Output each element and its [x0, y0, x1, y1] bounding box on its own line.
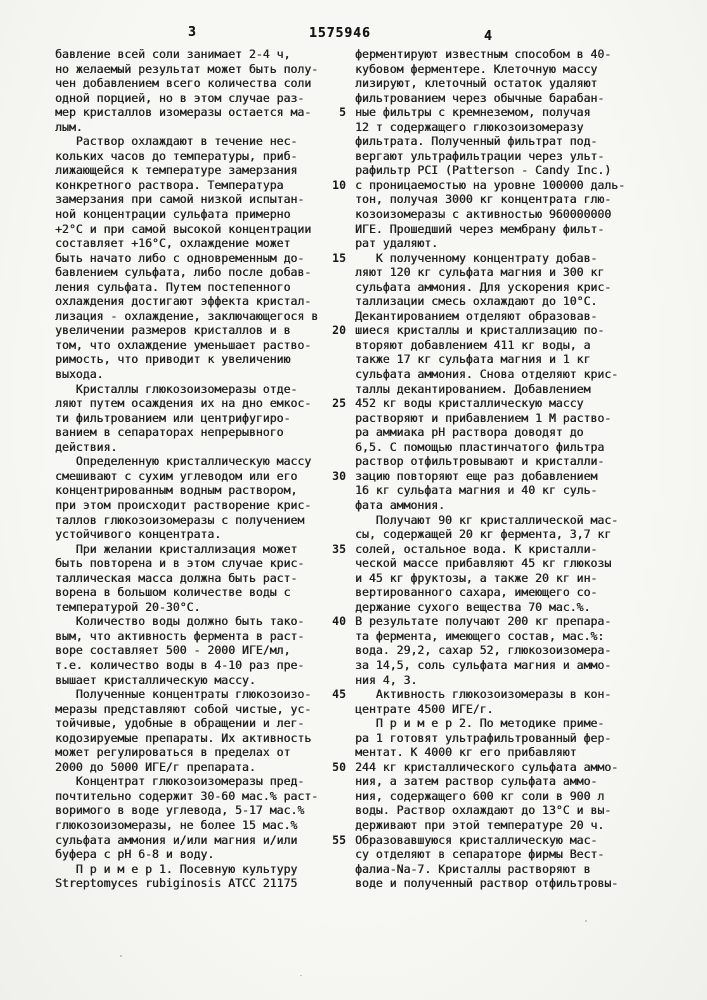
left-column-text: бавление всей соли занимает 2-4 ч, но желаемый результат может быть полу- чен добавлением всего количества соли одной порцией, но в этом случае раз- мер кристаллов изомеразы остается ма- лым. Раствор охлаждают в течение нес- кольких часов до температуры, приб- лижающейся к температуре замерзания конкретного раствора. Температура замерзания при самой низкой испытан- ной концентрации сульфата примерно +2°С и при самой высокой концентрации составляет +16°С, охлаждение может быть начато либо с одновременным до- бавлением сульфата, либо после добав- ления сульфата. Путем постепенного охлаждения достигают эффекта кристал- лизация - охлаждение, заключающегося в увеличении размеров кристаллов и в том, что охлаждение уменьшает раство- римость, что приводит к увеличению выхода. Кристаллы глюкозоизомеразы отде- ляют путем осаждения их на дно емкос- ти фильтрованием или центрифугиро- ванием в сепараторах непрерывного действия. Определенную кристаллическую массу смешивают с сухим углеводом или его концентрированным водным раствором, при этом происходит растворение крис- таллов глюкозоизомеразы с получением устойчивого концентрата. При желании кристаллизация может быть повторена и в этом случае крис- таллическая масса должна быть раст- ворена в большом количестве воды с температурой 20-30°С. Количество воды должно быть тако- вым, что активность фермента в раст- воре составляет 500 - 2000 ИГЕ/мл, т.е. количество воды в 4-10 раз пре- вышает кристаллическую массу. Полученные концентраты глюкозоизо- меразы представляют собой чистые, ус- тойчивые, удобные в обращении и лег- кодозируемые препараты. Их активность может регулироваться в пределах от 2000 до 5000 ИГЕ/г препарата. Концентрат глюкозоизомеразы пред- почтительно содержит 30-60 мас.% раст- воримого в воде углевода, 5-17 мас.% глюкозоизомеразы, не более 15 мас.% сульфата аммония и/или магния и/или буфера с рН 6-8 и воду. П р и м е р 1. Посевную культуру Streptomyces rubiginosis АТСС 21175 [55, 47, 319, 891]
page-number-right: 4 [484, 29, 492, 44]
scan-speck [300, 975, 302, 976]
right-column-text: ферментируют известным способом в 40- кубовом ферментере. Клеточную массу лизируют, клеточный остаток удаляют фильтрованием через обычные барабан- ные фильтры с кремнеземом, получая 12 т содержащего глюкозоизомеразу фильтрата. Полученный фильтрат под- вергают ультрафильтрации через ульт- рафильтр PCI (Patterson - Candy Inc.) с проницаемостью на уровне 100000 даль- тон, получая 3000 кг концентрата глю- козоизомеразы с активностью 960000000 ИГЕ. Прошедший через мембрану фильт- рат удаляют. К полученному концентрату добав- ляют 120 кг сульфата магния и 300 кг сульфата аммония. Для ускорения крис- таллизации смесь охлаждают до 10°С. Декантированием отделяют образовав- шиеся кристаллы и кристаллизацию по- вторяют добавлением 411 кг воды, а также 17 кг сульфата магния и 1 кг сульфата аммония. Снова отделяют крис- таллы декантированием. Добавлением 452 кг воды кристаллическую массу растворяют и прибавлением 1 М раство- ра аммиака рН раствора доводят до 6,5. С помощью пластинчатого фильтра раствор отфильтровывают и кристалли- зацию повторяют еще раз добавлением 16 кг сульфата магния и 40 кг суль- фата аммония. Получают 90 кг кристаллической мас- сы, содержащей 20 кг фермента, 3,7 кг солей, остальное вода. К кристалли- ческой массе прибавляют 45 кг глюкозы и 45 кг фруктозы, а также 20 кг ин- вертированного сахара, имеющего со- держание сухого вещества 70 мас.%. В результате получают 200 кг препара- та фермента, имеющего состав, мас.%: вода. 29,2, сахар 52, глюкозоизомера- за 14,5, соль сульфата магния и аммо- ния 4, 3. Активность глюкозоизомеразы в кон- центрате 4500 ИГЕ/г. П р и м е р 2. По методике приме- ра 1 готовят ультрафильтрованный фер- ментат. К 4000 кг его прибавляют 244 кг кристаллического сульфата аммо- ния, а затем раствор сульфата аммо- ния, содержащего 600 кг соли в 900 л воды. Раствор охлаждают до 13°С и вы- держивают при этой температуре 20 ч. Образовавшуюся кристаллическую мас- су отделяют в сепараторе фирмы Вест- фалиа-Nа-7. Кристаллы растворяют в воде и полученный раствор отфильтровы- [355, 47, 626, 891]
scan-speck [585, 920, 587, 922]
scan-speck [120, 955, 122, 957]
page-number-left: 3 [188, 25, 196, 40]
patent-number: 1575946 [309, 26, 371, 41]
line-number-gutter: 5 10 15 20 25 30 35 40 45 50 55 [332, 105, 346, 847]
